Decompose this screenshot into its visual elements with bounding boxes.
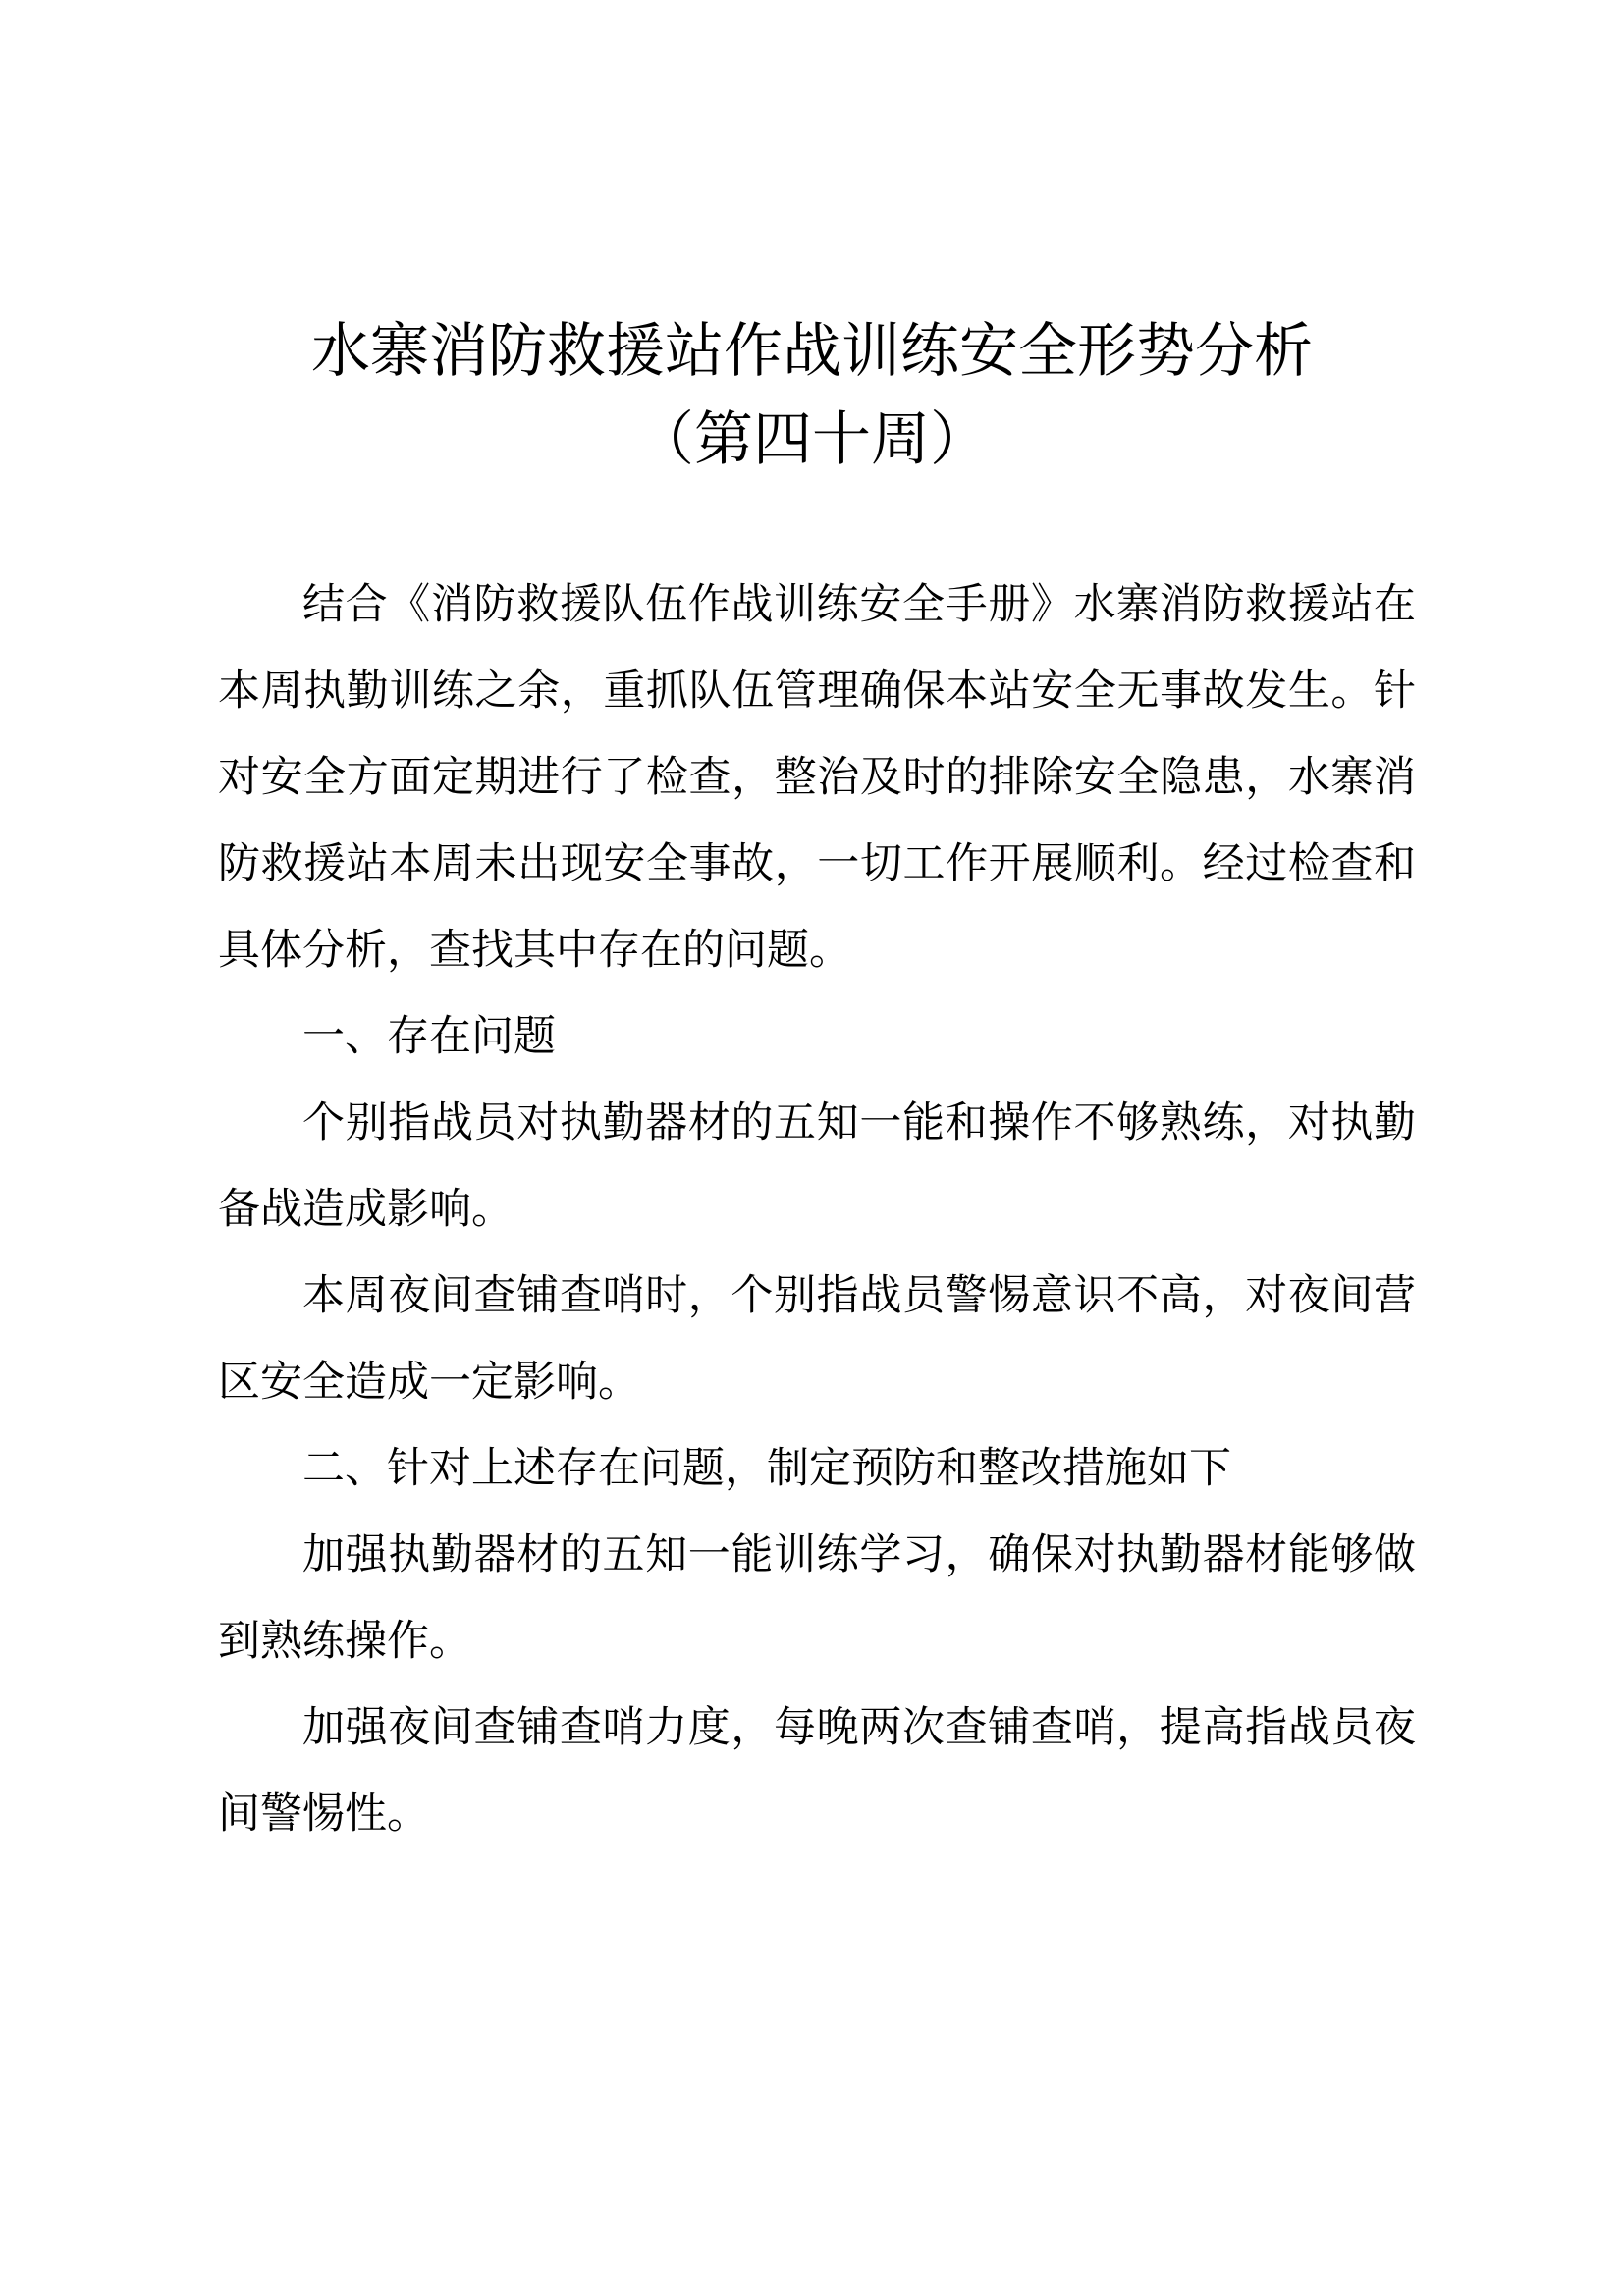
intro-paragraph: 结合《消防救援队伍作战训练安全手册》水寨消防救援站在本周执勤训练之余，重抓队伍管理确保本站安全无事故发生。针对安全方面定期进行了检查，整治及时的排除安全隐患，水寨消防救援站本周未出现安全事故，一切工作开展顺利。经过检查和具体分析，查找其中存在的问题。 bbox=[218, 580, 1416, 975]
document-subtitle: （第四十周） bbox=[635, 405, 989, 474]
measure-paragraph-1: 加强执勤器材的五知一能训练学习，确保对执勤器材能够做到熟练操作。 bbox=[218, 1530, 1416, 1666]
document-title: 水寨消防救援站作战训练安全形势分析 bbox=[311, 317, 1313, 386]
section-heading-measures: 二、针对上述存在问题，制定预防和整改措施如下 bbox=[302, 1444, 1231, 1493]
measure-paragraph-2: 加强夜间查铺查哨力度，每晚两次查铺查哨，提高指战员夜间警惕性。 bbox=[218, 1703, 1416, 1839]
problem-paragraph-1: 个别指战员对执勤器材的五知一能和操作不够熟练，对执勤备战造成影响。 bbox=[218, 1098, 1416, 1234]
document-body bbox=[218, 561, 1416, 1857]
problem-paragraph-2: 本周夜间查铺查哨时，个别指战员警惕意识不高，对夜间营区安全造成一定影响。 bbox=[218, 1271, 1416, 1407]
section-heading-problems: 一、存在问题 bbox=[302, 1012, 556, 1061]
